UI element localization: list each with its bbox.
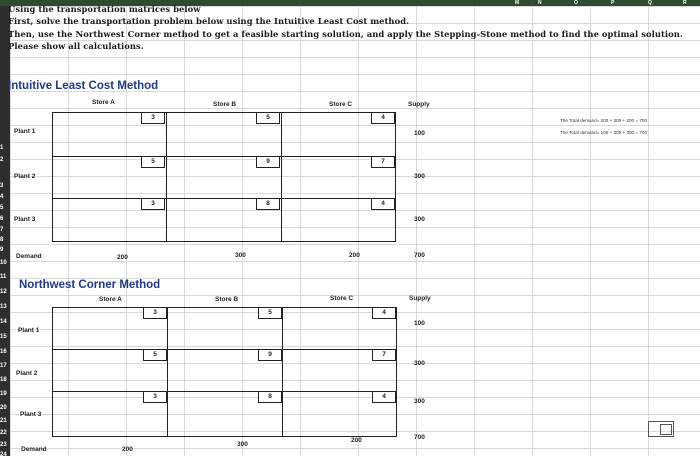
table1-grid: [52, 112, 396, 242]
row-number[interactable]: 18: [0, 377, 7, 383]
row-divider: [52, 391, 397, 392]
supply-value: 300: [414, 216, 425, 223]
demand-value: 200: [351, 437, 362, 444]
table2-grid: [52, 307, 397, 437]
cost-cell[interactable]: 3: [141, 198, 165, 210]
cost-cell[interactable]: 9: [258, 349, 282, 361]
cost-cell[interactable]: 5: [258, 307, 282, 319]
cost-cell[interactable]: 4: [371, 112, 395, 124]
total-supply-note: The Total demand= 100 + 300 + 300 = 700: [560, 130, 648, 135]
supply-header: Supply: [409, 295, 431, 302]
plant-2-label: Plant 2: [16, 370, 38, 377]
row-number[interactable]: 17: [0, 363, 7, 369]
cost-cell[interactable]: 3: [143, 391, 167, 403]
row-number[interactable]: 14: [0, 319, 7, 325]
cost-cell[interactable]: 8: [258, 391, 282, 403]
row-number[interactable]: 1: [0, 145, 4, 151]
table1-title: Intuitive Least Cost Method: [8, 80, 159, 92]
supply-value: 300: [414, 360, 425, 367]
supply-value: 100: [414, 130, 425, 137]
demand-value: 200: [117, 254, 128, 261]
paste-options-icon[interactable]: [648, 421, 674, 437]
row-number[interactable]: 20: [0, 405, 7, 411]
cost-cell[interactable]: 5: [143, 349, 167, 361]
total-value: 700: [414, 434, 425, 441]
plant-3-label: Plant 3: [20, 411, 42, 418]
supply-value: 100: [414, 320, 425, 327]
row-number[interactable]: 8: [0, 237, 4, 243]
column-divider: [166, 112, 167, 242]
column-divider: [167, 307, 168, 437]
row-divider: [52, 156, 396, 157]
total-demand-note: The Total demand= 200 + 300 + 200 = 700: [560, 118, 648, 123]
demand-value: 300: [235, 252, 246, 259]
column-letter[interactable]: P: [611, 0, 615, 6]
supply-header: Supply: [408, 101, 430, 108]
supply-value: 300: [414, 398, 425, 405]
cost-cell[interactable]: 4: [371, 198, 395, 210]
store-b-header: Store B: [213, 101, 237, 108]
total-value: 700: [414, 252, 425, 259]
store-a-header: Store A: [99, 296, 122, 303]
column-letter[interactable]: Q: [648, 0, 652, 6]
row-number[interactable]: 21: [0, 418, 7, 424]
instruction-line: Using the transportation matrices below: [8, 4, 201, 14]
row-number[interactable]: 11: [0, 274, 7, 280]
cost-cell[interactable]: 7: [372, 349, 396, 361]
row-number[interactable]: 23: [0, 442, 7, 448]
instruction-line: Please show all calculations.: [8, 41, 144, 51]
row-number[interactable]: 13: [0, 304, 7, 310]
demand-label: Demand: [21, 446, 47, 453]
plant-3-label: Plant 3: [14, 216, 36, 223]
cost-cell[interactable]: 3: [143, 307, 167, 319]
store-b-header: Store B: [215, 296, 239, 303]
column-divider: [281, 112, 282, 242]
row-number[interactable]: 9: [0, 247, 4, 253]
cost-cell[interactable]: 4: [372, 391, 396, 403]
plant-2-label: Plant 2: [14, 173, 36, 180]
row-number[interactable]: 24: [0, 452, 7, 456]
column-letter[interactable]: O: [574, 0, 578, 6]
row-number[interactable]: 22: [0, 430, 7, 436]
cost-cell[interactable]: 5: [141, 156, 165, 168]
row-number[interactable]: 2: [0, 157, 4, 163]
plant-1-label: Plant 1: [14, 128, 36, 135]
instruction-line: Then, use the Northwest Corner method to get a feasible starting solution, and apply the Stepping-Stone method to find the optimal solution.: [8, 29, 683, 39]
row-number[interactable]: 4: [0, 194, 4, 200]
supply-value: 300: [414, 173, 425, 180]
row-number[interactable]: 7: [0, 227, 4, 233]
column-divider: [282, 307, 283, 437]
instruction-line: First, solve the transportation problem below using the Intuitive Least Cost method.: [8, 16, 410, 26]
cost-cell[interactable]: 3: [141, 112, 165, 124]
store-a-header: Store A: [92, 99, 115, 106]
demand-label: Demand: [16, 253, 42, 260]
store-c-header: Store C: [329, 101, 353, 108]
row-number[interactable]: 12: [0, 289, 7, 295]
row-number[interactable]: 16: [0, 349, 7, 355]
table2-title: Northwest Corner Method: [19, 279, 161, 291]
cost-cell[interactable]: 7: [371, 156, 395, 168]
row-number[interactable]: 6: [0, 216, 4, 222]
row-number[interactable]: 19: [0, 391, 7, 397]
row-number-gutter: [0, 6, 10, 456]
cost-cell[interactable]: 9: [256, 156, 280, 168]
cost-cell[interactable]: 4: [372, 307, 396, 319]
store-c-header: Store C: [330, 295, 354, 302]
row-divider: [52, 198, 396, 199]
row-number[interactable]: 15: [0, 334, 7, 340]
cost-cell[interactable]: 5: [256, 112, 280, 124]
cost-cell[interactable]: 8: [256, 198, 280, 210]
row-number[interactable]: 5: [0, 205, 4, 211]
demand-value: 200: [122, 446, 133, 453]
demand-value: 200: [349, 252, 360, 259]
column-letter[interactable]: R: [683, 0, 687, 6]
row-number[interactable]: 3: [0, 183, 4, 189]
column-letter[interactable]: M: [515, 0, 520, 6]
demand-value: 300: [237, 441, 248, 448]
column-letter[interactable]: N: [538, 0, 542, 6]
plant-1-label: Plant 1: [18, 327, 40, 334]
row-divider: [52, 349, 397, 350]
row-number[interactable]: 10: [0, 260, 7, 266]
